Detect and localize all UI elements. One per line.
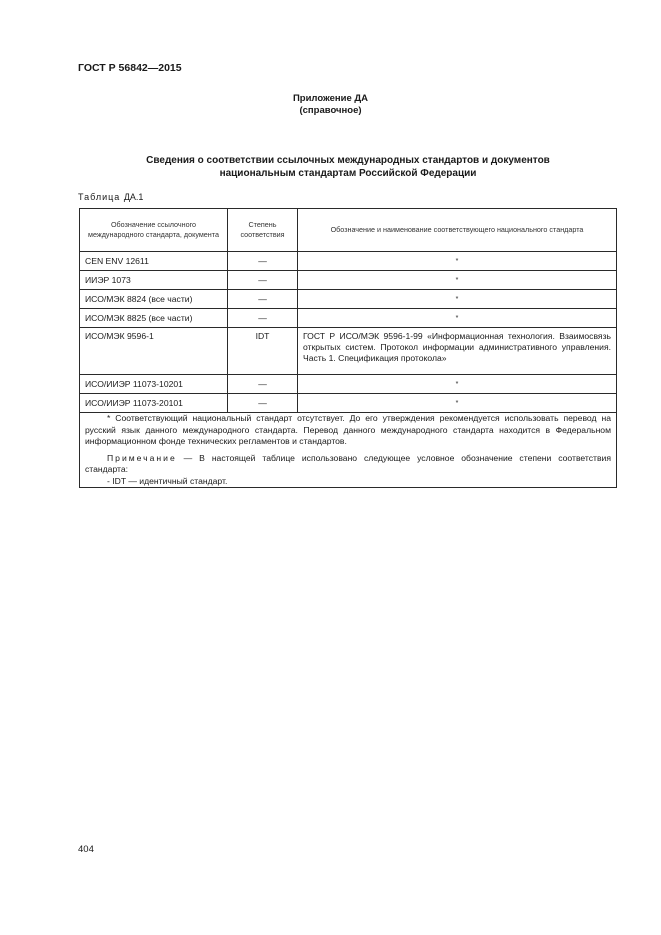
cell-reference: ИСО/МЭК 9596-1 — [80, 328, 228, 375]
section-title-line2: национальным стандартам Российской Федерации — [219, 168, 477, 179]
cell-national: * — [298, 309, 617, 328]
table-footer — [80, 413, 617, 488]
table-header-row — [80, 209, 617, 252]
note-text: — В настоящей таблице использовано следующее условное обозначение степени соответствия стандарта: — [85, 452, 611, 474]
cell-reference: ИСО/МЭК 8825 (все части) — [80, 309, 228, 328]
table-row — [80, 252, 617, 271]
column-header-national: Обозначение и наименование соответствующего национального стандарта — [298, 209, 617, 252]
note-label: Примечание — [107, 452, 177, 463]
table-footer-row — [80, 413, 617, 488]
cell-national: * — [298, 271, 617, 290]
cell-reference: ИСО/МЭК 8824 (все части) — [80, 290, 228, 309]
table-label-number: ДА.1 — [123, 192, 144, 202]
standard-header: ГОСТ Р 56842—2015 — [78, 62, 182, 74]
column-header-degree: Степень соответствия — [228, 209, 298, 252]
cell-reference: ИСО/ИИЭР 11073-20101 — [80, 394, 228, 413]
appendix-title: Приложение ДА — [292, 93, 369, 104]
appendix-heading — [0, 93, 661, 117]
cell-degree: — — [228, 252, 298, 271]
cell-national: * — [298, 290, 617, 309]
cell-national: * — [298, 394, 617, 413]
cell-degree: — — [228, 271, 298, 290]
cell-reference: ИИЭР 1073 — [80, 271, 228, 290]
cell-degree: — — [228, 394, 298, 413]
section-title-line1: Сведения о соответствии ссылочных международных стандартов и документов — [146, 155, 550, 166]
cell-degree: — — [228, 309, 298, 328]
appendix-subtitle: (справочное) — [299, 105, 362, 116]
cell-national: * — [298, 252, 617, 271]
table-row — [80, 328, 617, 375]
table-row — [80, 375, 617, 394]
cell-degree: IDT — [228, 328, 298, 375]
cell-national: ГОСТ Р ИСО/МЭК 9596-1-99 «Информационная технология. Взаимосвязь открытых систем. Протокол информации административного управления. Часть 1. Спецификация протокола» — [298, 328, 617, 375]
footnote: * Соответствующий национальный стандарт отсутствует. До его утверждения рекомендуется использовать перевод на русский язык данного международного стандарта. Перевод данного международного стандарта находится в Федеральном информационном фонде технических регламентов и стандартов. — [85, 413, 611, 446]
table-row — [80, 394, 617, 413]
column-header-reference: Обозначение ссылочного международного стандарта, документа — [80, 209, 228, 252]
cell-degree: — — [228, 290, 298, 309]
correspondence-table — [79, 208, 617, 488]
table-label-word: Таблица — [78, 192, 121, 202]
page-number: 404 — [78, 844, 94, 855]
table-label — [78, 192, 143, 202]
table-row — [80, 271, 617, 290]
table-row — [80, 309, 617, 328]
cell-national: * — [298, 375, 617, 394]
table-row — [80, 290, 617, 309]
section-title — [80, 154, 616, 180]
cell-degree: — — [228, 375, 298, 394]
note-item: - IDT — идентичный стандарт. — [107, 475, 228, 486]
cell-reference: ИСО/ИИЭР 11073-10201 — [80, 375, 228, 394]
note — [85, 453, 611, 476]
cell-reference: CEN ENV 12611 — [80, 252, 228, 271]
